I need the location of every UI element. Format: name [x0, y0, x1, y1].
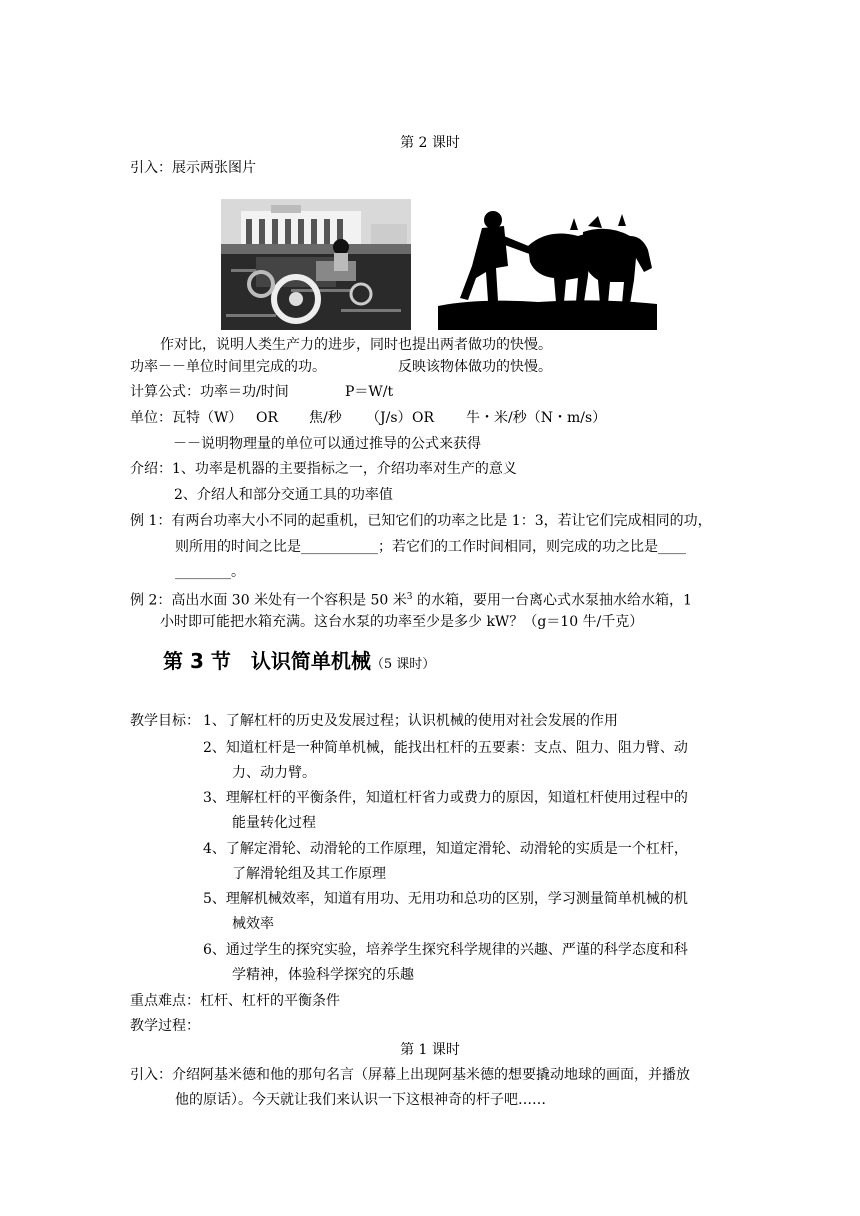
- unit-joule-per-sec: 焦/秒: [309, 410, 342, 426]
- unit-or-2: OR: [412, 410, 435, 426]
- formula-text: 计算公式：功率＝功/时间: [130, 384, 289, 400]
- oxen-plowing-silhouette: [438, 206, 657, 330]
- example-2-superscript: 3: [406, 592, 413, 602]
- section-heading: [163, 648, 435, 678]
- example-2-line-2: 小时即可能把水箱充满。这台水泵的功率至少是多少 kW？（g＝10 牛/千克）: [160, 614, 644, 630]
- intro-item-1: 介绍：1、功率是机器的主要指标之一，介绍功率对生产的意义: [130, 461, 517, 477]
- intro-item-2: 2、介绍人和部分交通工具的功率值: [174, 487, 393, 503]
- key-points: 重点难点：杠杆、杠杆的平衡条件: [130, 993, 340, 1009]
- example-1-line-3: ________。: [175, 564, 245, 580]
- unit-watt: 单位：瓦特（W）: [130, 410, 243, 426]
- example-2-text-b: 的水箱，要用一台离心式水泵抽水给水箱，1: [412, 592, 692, 609]
- unit-note: －－说明物理量的单位可以通过推导的公式来获得: [173, 436, 481, 452]
- goal-5-line-1: 5、理解机械效率，知道有用功、无用功和总功的区别，学习测量简单机械的机: [203, 891, 688, 907]
- goal-2-line-1: 2、知道杠杆是一种简单机械，能找出杠杆的五要素：支点、阻力、阻力臂、动: [203, 740, 688, 756]
- goals-label: 教学目标：: [130, 713, 200, 729]
- teaching-process-label: 教学过程：: [130, 1018, 200, 1034]
- goal-1: 1、了解杠杆的历史及发展过程；认识机械的使用对社会发展的作用: [203, 713, 618, 729]
- tractor-photo: [221, 199, 411, 330]
- section-title: 第 3 节 认识简单机械: [163, 649, 371, 673]
- unit-newton-meter: 牛・米/秒（N・m/s）: [466, 410, 607, 426]
- goal-5-line-2: 械效率: [232, 916, 274, 932]
- lesson-title: 第 2 课时: [400, 135, 460, 151]
- power-definition: 功率－－单位时间里完成的功。: [130, 359, 326, 375]
- compare-text: 作对比，说明人类生产力的进步，同时也提出两者做功的快慢。: [160, 337, 552, 353]
- lesson-1-title: 第 1 课时: [400, 1042, 460, 1058]
- unit-or-1: OR: [256, 410, 279, 426]
- lesson-1-intro-line-2: 他的原话）。今天就让我们来认识一下这根神奇的杆子吧……: [175, 1092, 546, 1108]
- goal-6-line-1: 6、通过学生的探究实验，培养学生探究科学规律的兴趣、严谨的科学态度和科: [203, 942, 688, 958]
- goal-2-line-2: 力、动力臂。: [232, 765, 316, 781]
- section-lesson-count: （5 课时）: [370, 657, 436, 672]
- power-definition-note: 反映该物体做功的快慢。: [398, 359, 552, 375]
- goal-6-line-2: 学精神，体验科学探究的乐趣: [232, 967, 414, 983]
- goal-3-line-2: 能量转化过程: [232, 815, 316, 831]
- lesson-1-intro-line-1: 引入：介绍阿基米德和他的那句名言（屏幕上出现阿基米德的想要撬动地球的画面，并播放: [130, 1067, 690, 1083]
- goal-3-line-1: 3、理解杠杆的平衡条件，知道杠杆省力或费力的原因，知道杠杆使用过程中的: [203, 790, 688, 806]
- goal-4-line-1: 4、了解定滑轮、动滑轮的工作原理，知道定滑轮、动滑轮的实质是一个杠杆，: [203, 841, 688, 857]
- unit-js: （J/s）: [366, 410, 412, 426]
- example-1-line-2: 则所用的时间之比是___________；若它们的工作时间相同，则完成的功之比是____: [175, 539, 686, 555]
- example-1-line-1: 例 1：有两台功率大小不同的起重机，已知它们的功率之比是 1：3，若让它们完成相同的功，: [130, 513, 712, 529]
- example-2-line-1: [130, 587, 692, 611]
- goal-4-line-2: 了解滑轮组及其工作原理: [232, 866, 386, 882]
- formula-symbolic: P＝W/t: [345, 384, 394, 400]
- intro-line: 引入：展示两张图片: [130, 160, 256, 176]
- example-2-text-a: 例 2：高出水面 30 米处有一个容积是 50 米: [130, 592, 407, 609]
